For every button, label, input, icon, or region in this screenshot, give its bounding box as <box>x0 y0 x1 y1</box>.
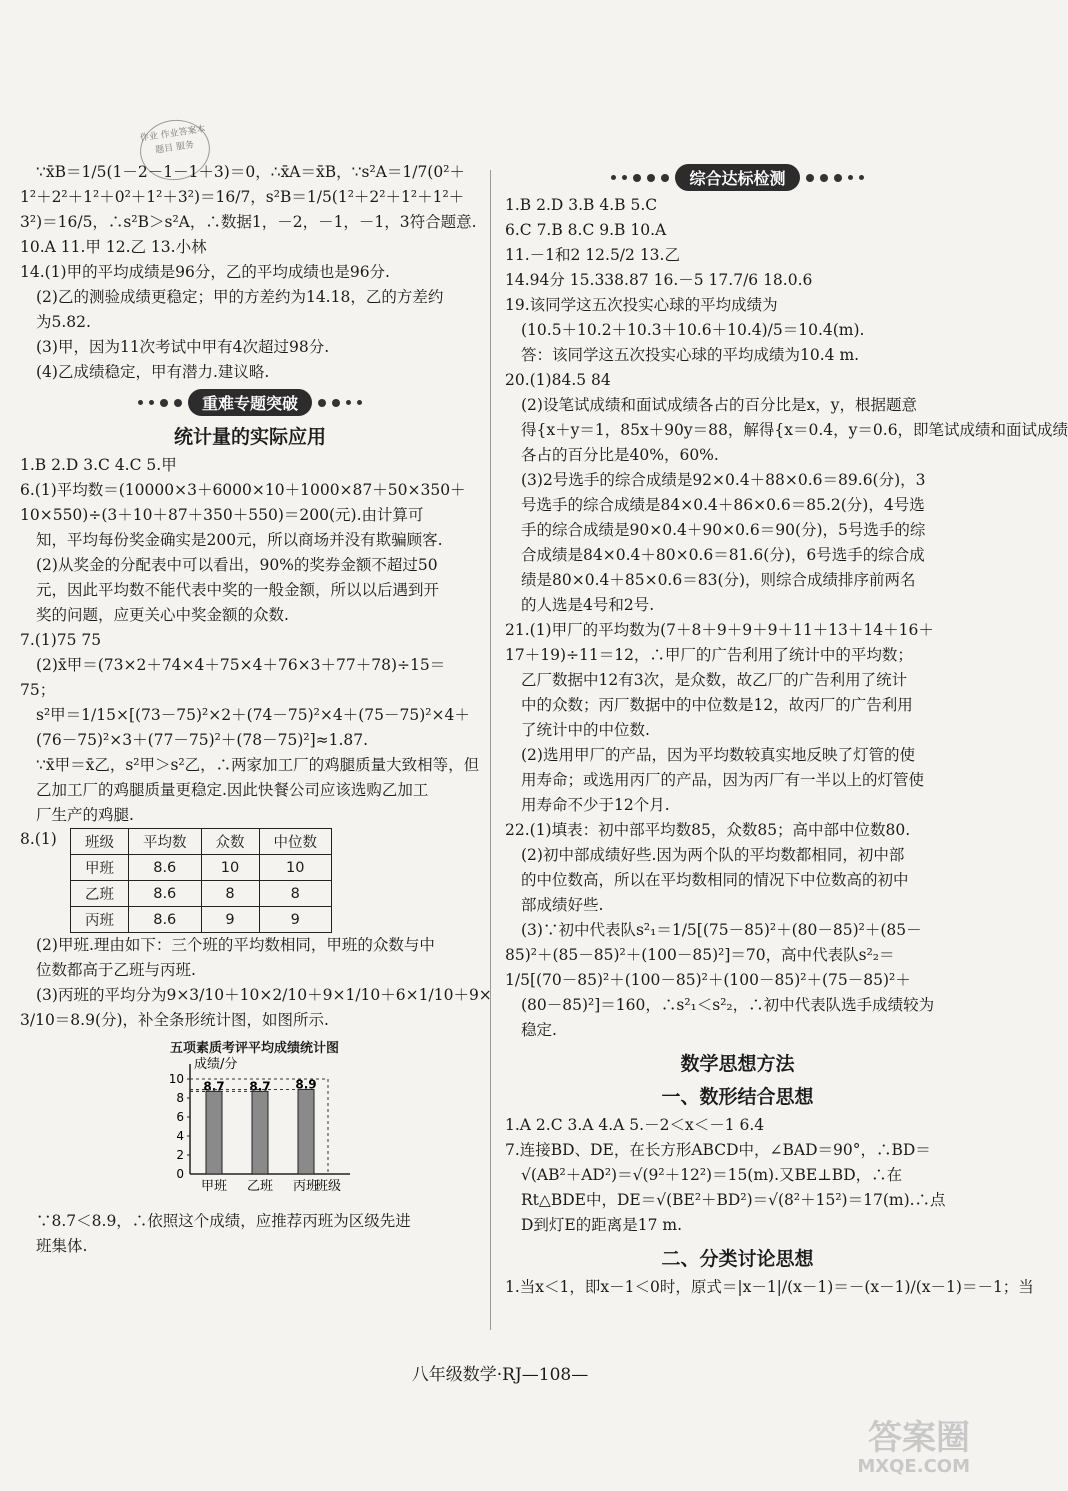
text-line: 绩是80×0.4＋85×0.6＝83(分)，则综合成绩排序前两名 <box>521 571 916 589</box>
text-line: ∵x̄甲＝x̄乙，s²甲＞s²乙，∴两家加工厂的鸡腿质量大致相等，但 <box>36 756 480 774</box>
text-line: 答：该同学这五次投实心球的平均成绩为10.4 m. <box>521 346 860 364</box>
text-line: 中的众数；丙厂数据中的中位数是12，故丙厂的广告利用 <box>521 696 913 714</box>
table-cell: 丙班 <box>71 907 129 933</box>
right-column <box>505 160 1068 1300</box>
text-line: 知，平均每份奖金确实是200元，所以商场并没有欺骗顾客. <box>36 531 443 549</box>
right-lines-a <box>505 193 1068 1043</box>
y-tick-label: 4 <box>176 1129 184 1143</box>
column-divider <box>490 170 491 1330</box>
text-line: 各占的百分比是40%，60%. <box>521 446 719 464</box>
table-cell: 甲班 <box>71 855 129 881</box>
category-label: 甲班 <box>200 1179 228 1194</box>
text-line: 合成绩是84×0.4＋80×0.6＝81.6(分)，6号选手的综合成 <box>521 546 925 564</box>
text-line: 14.94分 15.338.87 16.－5 17.7/6 18.0.6 <box>505 271 813 289</box>
table-cell: 8.6 <box>129 907 202 933</box>
text-line: 14.(1)甲的平均成绩是96分，乙的平均成绩也是96分. <box>20 263 390 281</box>
y-tick-label: 2 <box>176 1148 184 1162</box>
bar-chart-block <box>150 1037 480 1205</box>
text-line: 6.(1)平均数＝(10000×3＋6000×10＋1000×87＋50×350＋ <box>20 481 466 499</box>
text-line: 22.(1)填表：初中部平均数85，众数85；高中部中位数80. <box>505 821 911 839</box>
x-axis-label: 班级 <box>314 1179 342 1194</box>
text-line: (3)甲，因为11次考试中甲有4次超过98分. <box>36 338 330 356</box>
text-line: 得{x＋y＝1，85x＋90y＝88，解得{x＝0.4，y＝0.6，即笔试成绩和面试成绩 <box>521 421 1068 439</box>
text-line: 85)²＋(85－85)²＋(100－85)²]＝70，高中代表队s²₂＝ <box>505 946 895 964</box>
text-line: 部成绩好些. <box>521 896 604 914</box>
table-cell: 9 <box>201 907 259 933</box>
text-line: (2)甲班.理由如下：三个班的平均数相同，甲班的众数与中 <box>36 936 435 954</box>
left-lines-c <box>20 933 492 1033</box>
text-line: 20.(1)84.5 84 <box>505 371 611 389</box>
text-line: 元，因此平均数不能代表中奖的一般金额，所以以后遇到开 <box>36 581 440 599</box>
chart-title: 五项素质考评平均成绩统计图 <box>170 1041 340 1056</box>
text-line: 1.B 2.D 3.B 4.B 5.C <box>505 196 658 214</box>
text-line: (3)∵初中代表队s²₁＝1/5[(75－85)²＋(80－85)²＋(85－ <box>521 921 922 939</box>
text-line: 11.－1和2 12.5/2 13.乙 <box>505 246 680 264</box>
text-line: D到灯E的距离是17 m. <box>521 1216 683 1234</box>
bar-chart <box>150 1056 370 1201</box>
text-line: s²甲＝1/15×[(73－75)²×2＋(74－75)²×4＋(75－75)²×4＋ <box>36 706 470 724</box>
category-label: 丙班 <box>292 1179 320 1194</box>
text-line: (2)乙的测验成绩更稳定；甲的方差约为14.18，乙的方差约 <box>36 288 444 306</box>
text-line: 10×550)÷(3＋10＋87＋350＋550)＝200(元).由计算可 <box>20 506 424 524</box>
text-line: (2)初中部成绩好些.因为两个队的平均数都相同，初中部 <box>521 846 905 864</box>
text-line: 位数都高于乙班与丙班. <box>36 961 196 979</box>
text-line: 奖的问题，应更关心中奖金额的众数. <box>36 606 289 624</box>
banner-label: 重难专题突破 <box>188 389 312 416</box>
table-cell: 8.6 <box>129 881 202 907</box>
table-cell: 8.6 <box>129 855 202 881</box>
text-line: 10.A 11.甲 12.乙 13.小林 <box>20 238 207 256</box>
text-line: 号选手的综合成绩是84×0.4＋86×0.6＝85.2(分)，4号选 <box>521 496 925 514</box>
text-line: 1.B 2.D 3.C 4.C 5.甲 <box>20 456 177 474</box>
text-line: 3²)＝16/5，∴s²B＞s²A，∴数据1，－2，－1，－1，3符合题意. <box>20 213 477 231</box>
table-cell: 8 <box>259 881 332 907</box>
text-line: 1.A 2.C 3.A 4.A 5.－2＜x＜－1 6.4 <box>505 1116 765 1134</box>
left-column <box>20 160 492 1259</box>
y-tick-label: 10 <box>168 1072 184 1086</box>
text-line: 1²＋2²＋1²＋0²＋1²＋3²)＝16/7，s²B＝1/5(1²＋2²＋1²＋1²＋ <box>20 188 465 206</box>
table-row <box>71 881 332 907</box>
text-line: 17＋19)÷11＝12，∴甲厂的广告利用了统计中的平均数； <box>505 646 913 664</box>
text-line: 的人选是4号和2号. <box>521 596 655 614</box>
category-label: 乙班 <box>246 1179 274 1194</box>
text-line: 21.(1)甲厂的平均数为(7＋8＋9＋9＋9＋11＋13＋14＋16＋ <box>505 621 934 639</box>
text-line: (2)x̄甲＝(73×2＋74×4＋75×4＋76×3＋77＋78)÷15＝ <box>36 656 446 674</box>
table-number: 8.(1) <box>20 830 57 848</box>
text-line: 6.C 7.B 8.C 9.B 10.A <box>505 221 667 239</box>
stamp-seal: 作业 作业答案本题目 服务 <box>136 115 214 184</box>
right-lines-c <box>505 1275 1034 1300</box>
y-tick-label: 0 <box>176 1167 184 1181</box>
table-header: 班级 <box>71 829 129 855</box>
subsection-title-number-shape: 一、数形结合思想 <box>661 1086 814 1108</box>
text-line: (80－85)²]＝160，∴s²₁＜s²₂，∴初中代表队选手成绩较为 <box>521 996 935 1014</box>
text-line: 用寿命不少于12个月. <box>521 796 670 814</box>
table-row <box>71 907 332 933</box>
table-cell: 10 <box>201 855 259 881</box>
text-line: (3)丙班的平均分为9×3/10＋10×2/10＋9×1/10＋6×1/10＋9× <box>36 986 492 1004</box>
text-line: (2)从奖金的分配表中可以看出，90%的奖券金额不超过50 <box>36 556 438 574</box>
watermark-logo: 答案圈 MXQE.COM <box>857 1418 970 1477</box>
right-lines-b <box>505 1113 970 1238</box>
text-line: 19.该同学这五次投实心球的平均成绩为 <box>505 296 778 314</box>
text-line: 1/5[(70－85)²＋(100－85)²＋(100－85)²＋(75－85)²＋ <box>505 971 911 989</box>
table-cell: 9 <box>259 907 332 933</box>
table-row <box>71 855 332 881</box>
text-line: ∵8.7＜8.9，∴依照这个成绩，应推荐丙班为区级先进 <box>36 1212 411 1230</box>
text-line: (10.5＋10.2＋10.3＋10.6＋10.4)/5＝10.4(m). <box>521 321 865 339</box>
text-line: 用寿命；或选用丙厂的产品，因为丙厂有一半以上的灯管使 <box>521 771 925 789</box>
table-cell: 乙班 <box>71 881 129 907</box>
text-line: 7.连接BD、DE，在长方形ABCD中，∠BAD＝90°，∴BD＝ <box>505 1141 931 1159</box>
bar-1 <box>206 1091 222 1174</box>
class-score-table <box>70 828 332 933</box>
banner-comprehensive-test <box>505 164 970 191</box>
text-line: √(AB²＋AD²)＝√(9²＋12²)＝15(m).又BE⊥BD，∴在 <box>521 1166 903 1184</box>
text-line: 厂生产的鸡腿. <box>36 806 134 824</box>
section-title-math-thinking: 数学思想方法 <box>680 1053 795 1075</box>
table-cell: 10 <box>259 855 332 881</box>
data-label: 8.9 <box>295 1077 317 1092</box>
text-line: (2)选用甲厂的产品，因为平均数较真实地反映了灯管的使 <box>521 746 915 764</box>
table-header: 众数 <box>201 829 259 855</box>
y-tick-label: 6 <box>176 1110 184 1124</box>
left-lines-b <box>20 453 480 828</box>
banner-key-topics <box>20 389 480 416</box>
text-line: Rt△BDE中，DE＝√(BE²＋BD²)＝√(8²＋15²)＝17(m).∴点 <box>521 1191 946 1209</box>
text-line: 3/10＝8.9(分)，补全条形统计图，如图所示. <box>20 1011 329 1029</box>
left-lines-a <box>20 160 480 385</box>
text-line: 7.(1)75 75 <box>20 631 102 649</box>
page-footer: 八年级数学·RJ—108— <box>411 1365 589 1385</box>
text-line: 75； <box>20 681 56 699</box>
y-axis-label: 成绩/分 <box>194 1057 238 1072</box>
text-line: 1.当x＜1，即x－1＜0时，原式＝|x－1|/(x－1)＝－(x－1)/(x－1)＝－1；当 <box>505 1278 1034 1296</box>
class-score-table-block <box>20 828 480 933</box>
text-line: 乙加工厂的鸡腿质量更稳定.因此快餐公司应该选购乙加工 <box>36 781 429 799</box>
table-cell: 8 <box>201 881 259 907</box>
text-line: 乙厂数据中12有3次，是众数，故乙厂的广告利用了统计 <box>521 671 908 689</box>
text-line: ∵x̄B＝1/5(1－2－1－1＋3)＝0，∴x̄A＝x̄B，∵s²A＝1/7(0²＋ <box>36 163 465 181</box>
text-line: (4)乙成绩稳定，甲有潜力.建议略. <box>36 363 270 381</box>
table-header: 中位数 <box>259 829 332 855</box>
table-header: 平均数 <box>129 829 202 855</box>
text-line: 为5.82. <box>36 313 91 331</box>
text-line: (2)设笔试成绩和面试成绩各占的百分比是x，y，根据题意 <box>521 396 917 414</box>
data-label: 8.7 <box>249 1079 271 1094</box>
subsection-title-case-discussion: 二、分类讨论思想 <box>661 1248 814 1270</box>
bar-2 <box>252 1091 268 1174</box>
text-line: 手的综合成绩是90×0.4＋90×0.6＝90(分)，5号选手的综 <box>521 521 926 539</box>
text-line: 了统计中的中位数. <box>521 721 650 739</box>
text-line: 稳定. <box>521 1021 557 1039</box>
text-line: (76－75)²×3＋(77－75)²＋(78－75)²]≈1.87. <box>36 731 369 749</box>
section-title-statistics: 统计量的实际应用 <box>173 426 326 448</box>
text-line: 班集体. <box>36 1237 88 1255</box>
banner-label: 综合达标检测 <box>675 164 799 191</box>
bar-3 <box>298 1089 314 1174</box>
left-lines-d <box>20 1209 480 1259</box>
text-line: (3)2号选手的综合成绩是92×0.4＋88×0.6＝89.6(分)，3 <box>521 471 926 489</box>
y-tick-label: 8 <box>176 1091 184 1105</box>
data-label: 8.7 <box>203 1079 225 1094</box>
text-line: 的中位数高，所以在平均数相同的情况下中位数高的初中 <box>521 871 909 889</box>
